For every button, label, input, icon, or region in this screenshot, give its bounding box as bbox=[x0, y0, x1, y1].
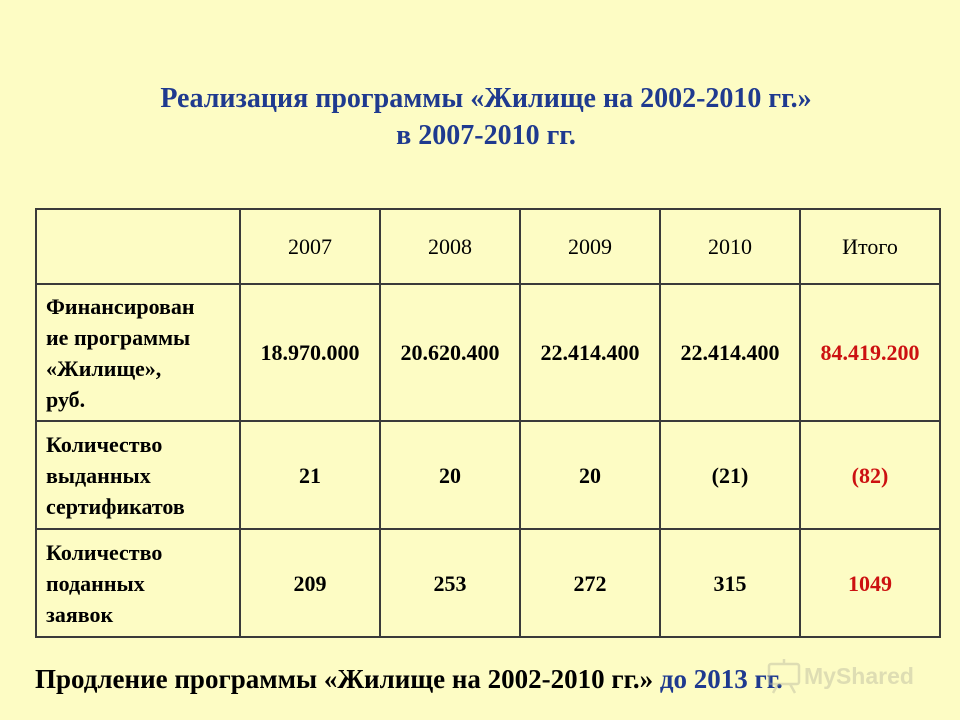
table-cell: 22.414.400 bbox=[660, 284, 800, 421]
table-cell: 272 bbox=[520, 529, 660, 637]
row-label-certificates: Количество выданных сертификатов bbox=[36, 421, 240, 529]
column-header-2010: 2010 bbox=[660, 209, 800, 284]
program-table bbox=[35, 208, 941, 638]
table-cell: 253 bbox=[380, 529, 520, 637]
total-cell: (82) bbox=[800, 421, 940, 529]
footer-main: Продление программы «Жилище на 2002-2010 гг.» bbox=[35, 664, 654, 694]
row-label-applications: Количество поданных заявок bbox=[36, 529, 240, 637]
footer-tail: до 2013 гг. bbox=[653, 664, 783, 694]
table-cell: (21) bbox=[660, 421, 800, 529]
header-row bbox=[36, 209, 940, 284]
table-cell: 18.970.000 bbox=[240, 284, 380, 421]
slide-title-line1: Реализация программы «Жилище на 2002-2010 гг.» bbox=[160, 83, 812, 114]
table-row-financing bbox=[36, 284, 940, 421]
table-cell: 209 bbox=[240, 529, 380, 637]
table-cell: 20.620.400 bbox=[380, 284, 520, 421]
column-header-total: Итого bbox=[800, 209, 940, 284]
table-row-certificates bbox=[36, 421, 940, 529]
watermark-logo bbox=[766, 656, 936, 696]
presentation-board-icon bbox=[769, 659, 799, 693]
table-cell: 22.414.400 bbox=[520, 284, 660, 421]
total-cell: 84.419.200 bbox=[800, 284, 940, 421]
corner-cell bbox=[36, 209, 240, 284]
table-cell: 315 bbox=[660, 529, 800, 637]
table-cell: 21 bbox=[240, 421, 380, 529]
watermark-text: MyShared bbox=[804, 663, 914, 689]
column-header-2008: 2008 bbox=[380, 209, 520, 284]
table-cell: 20 bbox=[380, 421, 520, 529]
table-cell: 20 bbox=[520, 421, 660, 529]
table-row-applications bbox=[36, 529, 940, 637]
column-header-2009: 2009 bbox=[520, 209, 660, 284]
column-header-2007: 2007 bbox=[240, 209, 380, 284]
slide-title-line2: в 2007-2010 гг. bbox=[396, 120, 576, 151]
total-cell: 1049 bbox=[800, 529, 940, 637]
row-label-financing: Финансирован ие программы «Жилище», руб. bbox=[36, 284, 240, 421]
slide-title bbox=[0, 80, 960, 154]
